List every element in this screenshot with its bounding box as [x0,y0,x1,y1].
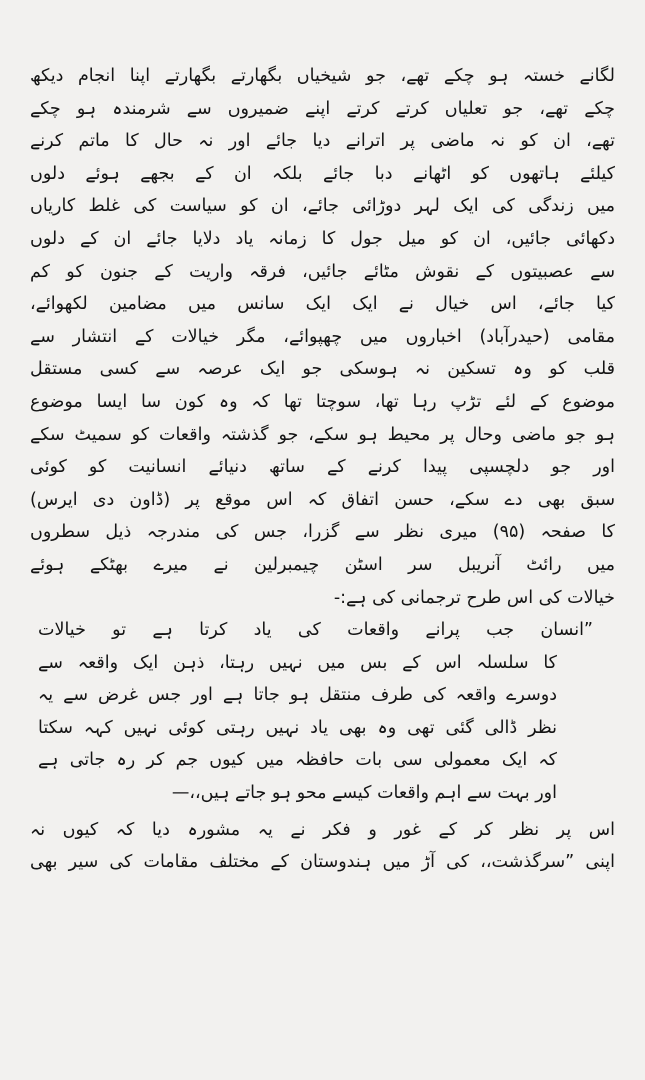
text-line: سے عصبیتوں کے نقوش مٹائے جائیں، فرقہ واریت کے جنون کو کم [30,261,615,282]
quote-line: کا سلسلہ اس کے بس میں نہیں رہتا، ذہن ایک واقعہ سے [38,652,557,673]
text-line: اور جو دلچسپی پیدا کرنے کے ساتھ دنیائے انسانیت کو کوئی [30,457,615,478]
text-line: لگانے خستہ ہو چکے تھے، جو شیخیاں بگھارتے بگھارتے اپنا انجام دیکھ [30,66,615,86]
quote-line: دوسرے واقعہ کی طرف منتقل ہو جاتا ہے اور جس غرض سے یہ [38,685,557,706]
paragraph-1 [30,60,615,614]
text-line: کیلئے ہاتھوں کو اٹھانے دبا جائے بلکہ ان کے بجھے ہوئے دلوں [30,163,615,184]
text-line: سبق بھی دے سکے، حسن اتفاق کہ اس موقع پر (ڈاون دی ایرس) [30,489,615,510]
text-line: قلب کو وہ تسکین نہ ہوسکی جو ایک عرصہ سے کسی مستقل [30,359,615,380]
block-quote [30,614,615,810]
text-line: چکے تھے، جو تعلیاں کرتے کرتے اپنے ضمیروں سے شرمندہ ہو چکے [30,98,615,119]
text-line: کا صفحہ (۹۵) میری نظر سے گزرا، جس کی مندرجہ ذیل سطروں [30,522,615,543]
text-line: میں رائٹ آنریبل سر اسٹن چیمبرلین نے میرے بھٹکے ہوئے [30,554,615,575]
quote-line: نظر ڈالی گئی تھی وہ بھی یاد نہیں رہتی کوئی نہیں کہہ سکتا [38,717,557,738]
text-line: تھے، ان کو نہ ماضی پر اترانے دیا جائے اور نہ حال کا ماتم کرنے [30,131,615,152]
text-line: موضوع کے لئے تڑپ رہا تھا، سوچتا تھا کہ وہ کون سا ایسا موضوع [30,391,615,412]
text-line: کیا جائے، اس خیال نے ایک ایک سانس میں مضامین لکھوائے، [30,294,615,315]
text-line: اس پر نظر کر کے غور و فکر نے یہ مشورہ دیا کہ کیوں نہ [30,819,615,840]
text-line: دکھائی جائیں، ان کو میل جول کا زمانہ یاد دلایا جائے ان کے دلوں [30,228,615,249]
text-line: ہو جو ماضی وحال پر محیط ہو سکے، جو گذشتہ واقعات کو سمیٹ سکے [30,424,615,445]
text-line: میں زندگی کی ایک لہر دوڑائی جائے، ان کو سیاست کی غلط کاریاں [30,196,615,217]
quote-line: اور بہت سے اہم واقعات کیسے محو ہو جاتے ہیں،،— [171,783,557,804]
paragraph-2 [30,814,615,879]
text-line: مقامی (حیدرآباد) اخباروں میں چھپوائے، مگر خیالات کے انتشار سے [30,326,615,347]
text-line: اپنی ”سرگذشت،، کی آڑ میں ہندوستان کے مختلف مقامات کی سیر بھی [30,852,615,873]
quote-line: ”انسان جب پرانے واقعات کی یاد کرتا ہے تو خیالات [38,620,593,641]
quote-line: کہ ایک معمولی سی بات حافظہ میں کیوں جم کر رہ جاتی ہے [38,750,557,771]
page-body-text [30,60,615,879]
text-line: خیالات کی اس طرح ترجمانی کی ہے:- [333,587,615,608]
